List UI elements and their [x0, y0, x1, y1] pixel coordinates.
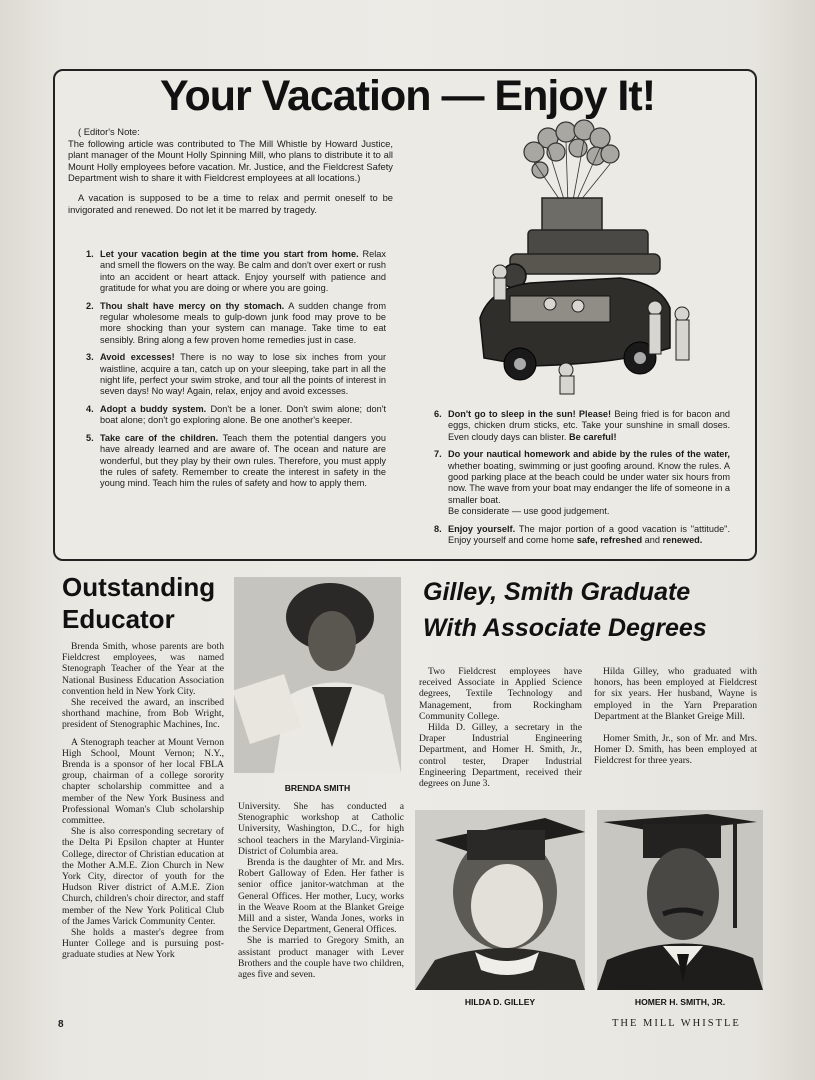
brenda-smith-photo — [234, 577, 401, 773]
tip-1: 1. Let your vacation begin at the time you start from home. Relax and smell the flowers on the way. Be calm and don't over exert or rush into an accident or heart attack. Enjoy yourself with patience and gratitude for what you are doing or where you are going. — [86, 249, 386, 294]
vacation-car-illustration — [470, 118, 710, 400]
homer-smith-caption: HOMER H. SMITH, JR. — [634, 997, 726, 1007]
educator-headline: Outstanding Educator — [62, 572, 216, 634]
hilda-gilley-caption: HILDA D. GILLEY — [464, 997, 536, 1007]
educator-column-2: University. She has conducted a Stenographic workshop at Catholic University, Washington, D.C., for high school teachers in the Maryland-Virginia-District of Columbia area. Brenda is the daughter of Mr. and Mrs. Robert Galloway of Eden. Her father is senior office janitor-watchman at the General Offices. Her mother, Lucy, works in the Weave Room at the Blanket Greige Mill and a sister, Wanda Jones, works in the Service Department, General Offices. She is married to Gregory Smith, an assistant product manager with Lever Brothers and the couple have two children, ages five and seven. — [238, 801, 404, 981]
publication-name: THE MILL WHISTLE — [612, 1018, 741, 1029]
tip-5: 5. Take care of the children. Teach them the potential dangers you have already learned and are aware of. The ocean and nature are wonderful, but they play by their own rules. Therefore, you must apply the rules of safety. Remember to create the interest in safety in the young mind. Teach him the rules of safety and how to apply them. — [86, 432, 386, 489]
page-number: 8 — [58, 1019, 64, 1030]
brenda-smith-caption: BRENDA SMITH — [284, 783, 351, 793]
graduates-headline: Gilley, Smith Graduate With Associate Degrees — [423, 578, 707, 642]
educator-column-1: Brenda Smith, whose parents are both Fieldcrest employees, was named Stenograph Teacher of the Year at the National Business Education Association convention held in New York City. She received the award, an inscribed shorthand machine, from Bob Wright, president of Stenographic Machines, Inc. A Stenograph teacher at Mount Vernon High School, Mount Vernon; N.Y., Brenda is a sponsor of her local FBLA group, chairman of a college sorority chapter scholarship committee and a member of the New York Business and Professional Woman's Club scholarship committee. She is also corresponding secretary of the Delta Pi Epsilon chapter at Hunter College, director of Christian education at the Mother A.M.E. Zion Church in New York City, director of youth for the Hudson River district of A.M.E. Zion Church, children's choir director, and staff member of the New York Political Club of the James Varick Community Center. She holds a master's degree from Hunter College and is pursuing post-graduate studies at New York — [62, 641, 224, 961]
graduates-column-2: Hilda Gilley, who graduated with honors, has been employed at Fieldcrest for six years. Her husband, Wayne is employed in the Yarn Preparation Department at the Blanket Greige Mill. Homer Smith, Jr., son of Mr. and Mrs. Homer D. Smith, has been employed at Fieldcrest for three years. — [594, 666, 757, 767]
editors-note-body: The following article was contributed to The Mill Whistle by Howard Justice, plant manager of the Mount Holly Spinning Mill, who plans to distribute it to all Mount Holly employees before vacation. Mr. Justice, and the Fieldcrest Safety Department wish to share it with Fieldcrest employees at all locations.) — [68, 137, 393, 184]
tips-list-right — [434, 409, 730, 552]
editors-note-label: ( Editor's Note: — [78, 126, 140, 137]
tip-3: 3. Avoid excesses! There is no way to lose six inches from your waistline, acquire a tan, catch up on your sleeping, take part in all the night life, perfect your swim stroke, and tour all the points of interest in seven days! No way! Again, relax, enjoy and avoid excesses. — [86, 352, 387, 397]
homer-smith-photo — [597, 810, 763, 990]
tip-6: 6. Don't go to sleep in the sun! Please! Being fried is for bacon and eggs, chicken drum sticks, etc. Take your sunshine in small doses. Even cloudy days can blister. Be careful! — [434, 409, 730, 442]
vacation-intro: A vacation is supposed to be a time to relax and permit oneself to be invigorated and renewed. Do not let it be marred by tragedy. — [68, 191, 393, 215]
tips-list-left — [86, 249, 386, 496]
portrait-placeholder — [415, 810, 585, 990]
tip-7: 7. Do your nautical homework and abide by the rules of the water, whether boating, swimming or just goofing around. Know the rules. A good parking place at the beach could be under water six hours from now. The wave from your boat may endanger the life of someone in a smaller boat. Be considerate — use good judgement. — [434, 449, 730, 517]
editors-note — [68, 126, 393, 221]
graduates-column-1: Two Fieldcrest employees have received Associate in Applied Science degrees, Textile Technology and Management, from Rockingham Community College. Hilda D. Gilley, a secretary in the Draper Industrial Engineering Department, and Homer H. Smith, Jr., control tester, Draper Industrial Engineering Department, received their degrees on June 3. — [419, 666, 582, 790]
tip-4: 4. Adopt a buddy system. Don't be a loner. Don't swim alone; don't boat alone; don't go exploring alone. Be one another's keeper. — [86, 403, 386, 426]
portrait-placeholder — [234, 577, 401, 773]
tip-2: 2. Thou shalt have mercy on thy stomach. A sudden change from regular wholesome meals to gulp-down junk food may prove to be more shocking than your system can manage. Take time to eat sensibly. Bring along a few proven home remedies just in case. — [86, 300, 386, 345]
portrait-placeholder — [597, 810, 763, 990]
vacation-headline: Your Vacation — Enjoy It! — [159, 72, 656, 120]
hilda-gilley-photo — [415, 810, 585, 990]
tip-8: 8. Enjoy yourself. The major portion of a good vacation is "attitude". Enjoy yourself and come home safe, refreshed and renewed. — [434, 523, 730, 546]
